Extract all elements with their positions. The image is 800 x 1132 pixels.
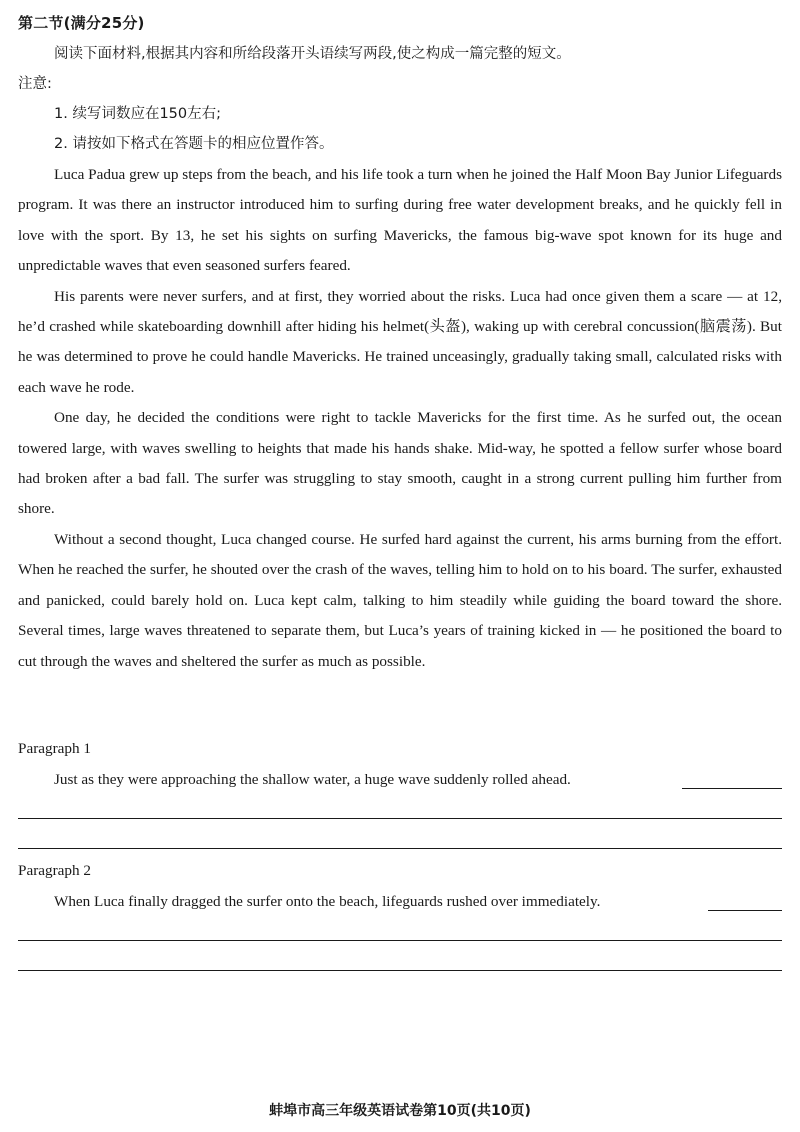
paragraph1-answer-line [18, 818, 782, 819]
paragraph1-answer-line [18, 848, 782, 849]
passage-paragraph: One day, he decided the conditions were right to tackle Mavericks for the first time. As he surfed out, the ocean towered large, with waves swelling to heights that made his hands shake. Mid-way, he spotted a fellow surfer whose board had broken after a bad fall. The surfer was struggling to stay smooth, caught in a strong current pulling him further from shore. [18, 409, 782, 518]
page-footer: 蚌埠市高三年级英语试卷第10页(共10页) [269, 1103, 531, 1119]
paragraph2-inline-blank [708, 910, 782, 911]
paragraph2-label: Paragraph 2 [18, 862, 91, 879]
passage-paragraph: His parents were never surfers, and at first, they worried about the risks. Luca had once given them a scare — at 12, he’d crashed while skateboarding downhill after hiding his helmet(头盔), waking up with cerebral concussion(脑震荡). But he was determined to prove he could handle Mavericks. He trained unceasingly, gradually taking small, calculated risks with each wave he rode. [18, 287, 782, 396]
paragraph1-prompt: Just as they were approaching the shallow water, a huge wave suddenly rolled ahead. [54, 771, 571, 788]
note-item-answer-format: 2. 请按如下格式在答题卡的相应位置作答。 [54, 136, 334, 152]
paragraph1-inline-blank [682, 788, 782, 789]
section-title: 第二节(满分25分) [18, 14, 145, 32]
paragraph2-answer-line [18, 970, 782, 971]
paragraph2-prompt: When Luca finally dragged the surfer onto the beach, lifeguards rushed over immediately. [54, 893, 601, 910]
passage-paragraph: Luca Padua grew up steps from the beach, and his life took a turn when he joined the Half Moon Bay Junior Lifeguards program. It was there an instructor introduced him to surfing during free water development breaks, and he quickly fell in love with the sport. By 13, he set his sights on surfing Mavericks, the famous big-wave spot known for its huge and unpredictable waves that even seasoned surfers feared. [18, 166, 782, 275]
passage-paragraph: Without a second thought, Luca changed course. He surfed hard against the current, his arms burning from the effort. When he reached the surfer, he shouted over the crash of the waves, telling him to hold on to his board. The surfer, exhausted and panicked, could barely hold on. Luca kept calm, talking to him steadily while guiding the board toward the shore. Several times, large waves threatened to separate them, but Luca’s years of training kicked in — he positioned the board to cut through the waves and sheltered the surfer as much as possible. [18, 530, 782, 670]
reading-passage [18, 160, 782, 677]
paragraph2-answer-line [18, 940, 782, 941]
paragraph1-label: Paragraph 1 [18, 740, 91, 757]
note-item-word-count: 1. 续写词数应在150左右; [54, 106, 222, 122]
task-instruction: 阅读下面材料,根据其内容和所给段落开头语续写两段,使之构成一篇完整的短文。 [54, 46, 571, 62]
note-label: 注意: [18, 76, 52, 92]
